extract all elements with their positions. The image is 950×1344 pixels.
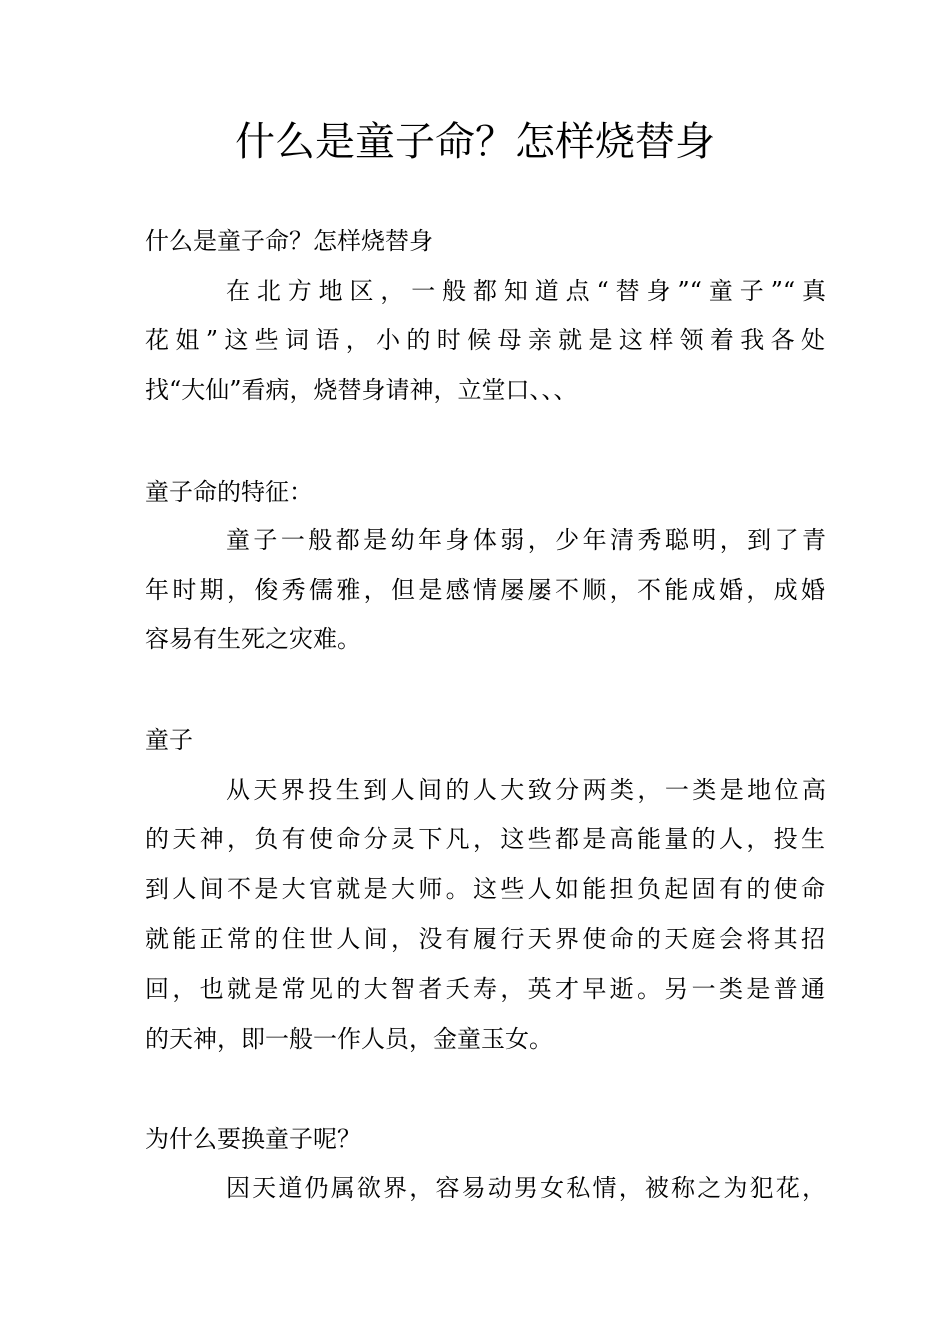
paragraph-line: 的天神，即一般一作人员，金童玉女。 bbox=[145, 1025, 553, 1053]
section-heading: 为什么要换童子呢？ bbox=[145, 1125, 361, 1153]
paragraph-line: 的天神，负有使命分灵下凡，这些都是高能量的人，投生 bbox=[145, 825, 825, 853]
paragraph-line: 花姐”这些词语，小的时候母亲就是这样领着我各处 bbox=[145, 326, 825, 354]
paragraph-line: 在北方地区，一般都知道点“替身”“童子”“真 bbox=[226, 277, 826, 305]
paragraph-line: 找“大仙”看病，烧替身请神，立堂口、、、 bbox=[145, 376, 578, 404]
paragraph-line: 就能正常的住世人间，没有履行天界使命的天庭会将其招 bbox=[145, 925, 825, 953]
paragraph-line: 童子一般都是幼年身体弱，少年清秀聪明，到了青 bbox=[226, 526, 826, 554]
subtitle-line: 什么是童子命？怎样烧替身 bbox=[145, 227, 433, 255]
paragraph-line: 年时期，俊秀儒雅，但是感情屡屡不顺，不能成婚，成婚 bbox=[145, 576, 825, 604]
document-title: 什么是童子命？怎样烧替身 bbox=[235, 119, 715, 165]
paragraph-line: 因天道仍属欲界，容易动男女私情，被称之为犯花， bbox=[226, 1174, 826, 1202]
paragraph-line: 到人间不是大官就是大师。这些人如能担负起固有的使命 bbox=[145, 875, 825, 903]
section-heading: 童子命的特征： bbox=[145, 478, 313, 506]
paragraph-line: 回，也就是常见的大智者夭寿，英才早逝。另一类是普通 bbox=[145, 975, 825, 1003]
section-heading: 童子 bbox=[145, 726, 193, 754]
paragraph-line: 容易有生死之灾难。 bbox=[145, 625, 361, 653]
paragraph-line: 从天界投生到人间的人大致分两类，一类是地位高 bbox=[226, 776, 826, 804]
